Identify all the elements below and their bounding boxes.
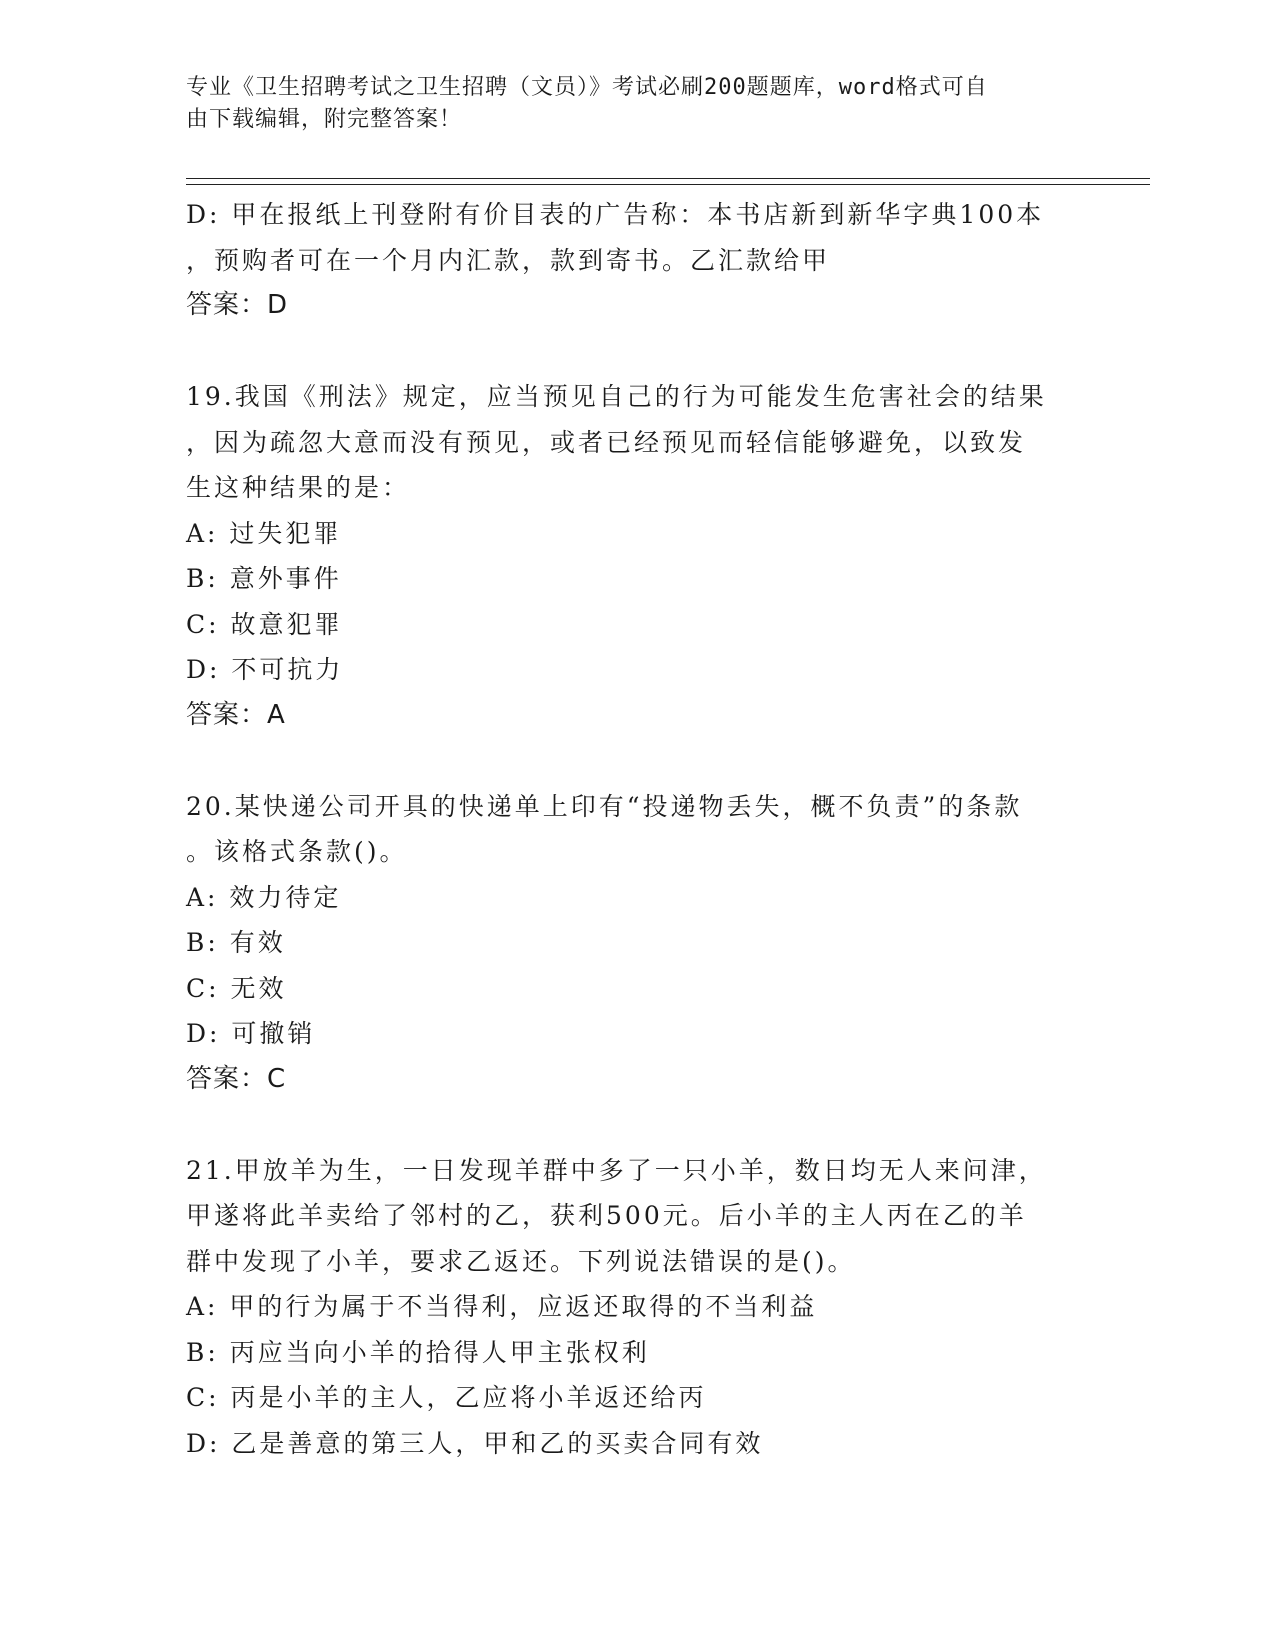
- option-b: B: 丙应当向小羊的拾得人甲主张权利: [186, 1337, 650, 1367]
- answer-label: 答案：C: [186, 1063, 287, 1094]
- header-line-2: 由下载编辑，附完整答案！: [186, 107, 463, 132]
- spacer: [186, 1102, 1086, 1148]
- option-d: D: 乙是善意的第三人，甲和乙的买卖合同有效: [186, 1428, 764, 1458]
- question-20: [186, 784, 1086, 1103]
- header-divider-top: [186, 178, 1150, 179]
- document-header: [186, 72, 1066, 136]
- header-divider-bottom: [186, 184, 1150, 185]
- question-stem-line: 19.我国《刑法》规定，应当预见自己的行为可能发生危害社会的结果: [186, 382, 1047, 411]
- header-line-1: 专业《卫生招聘考试之卫生招聘（文员）》考试必刷200题题库，word格式可自: [186, 75, 988, 100]
- option-b: B: 有效: [186, 928, 286, 957]
- question-19: [186, 374, 1086, 738]
- prev-option-d-line-1: D: 甲在报纸上刊登附有价目表的广告称：本书店新到新华字典100本: [186, 200, 1045, 229]
- option-a: A: 效力待定: [186, 882, 342, 912]
- option-d: D: 可撤销: [186, 1019, 316, 1048]
- answer-label: 答案：A: [186, 699, 286, 730]
- option-b: B: 意外事件: [186, 564, 342, 593]
- option-c: C: 故意犯罪: [186, 609, 343, 639]
- question-stem-line: 生这种结果的是：: [186, 473, 411, 502]
- question-stem-line: 甲遂将此羊卖给了邻村的乙，获利500元。后小羊的主人丙在乙的羊: [186, 1201, 1027, 1230]
- option-a: A: 过失犯罪: [186, 518, 342, 548]
- question-21: [186, 1148, 1086, 1467]
- question-stem-line: 20.某快递公司开具的快递单上印有“投递物丢失，概不负责”的条款: [186, 791, 1023, 821]
- spacer: [186, 738, 1086, 784]
- prev-option-d-line-2: ，预购者可在一个月内汇款，款到寄书。乙汇款给甲: [186, 245, 831, 275]
- question-stem-line: ，因为疏忽大意而没有预见，或者已经预见而轻信能够避免，以致发: [186, 427, 1027, 457]
- option-c: C: 丙是小羊的主人，乙应将小羊返还给丙: [186, 1383, 707, 1412]
- question-stem-line: 21.甲放羊为生，一日发现羊群中多了一只小羊，数日均无人来问津，: [186, 1155, 1047, 1185]
- option-c: C: 无效: [186, 973, 287, 1003]
- option-a: A: 甲的行为属于不当得利，应返还取得的不当利益: [186, 1292, 818, 1321]
- question-stem-line: 群中发现了小羊，要求乙返还。下列说法错误的是()。: [186, 1246, 856, 1276]
- option-d: D: 不可抗力: [186, 655, 344, 684]
- question-content: [186, 192, 1086, 1466]
- question-stem-line: 。该格式条款()。: [186, 837, 408, 866]
- prev-answer: 答案：D: [186, 290, 289, 320]
- spacer: [186, 329, 1086, 375]
